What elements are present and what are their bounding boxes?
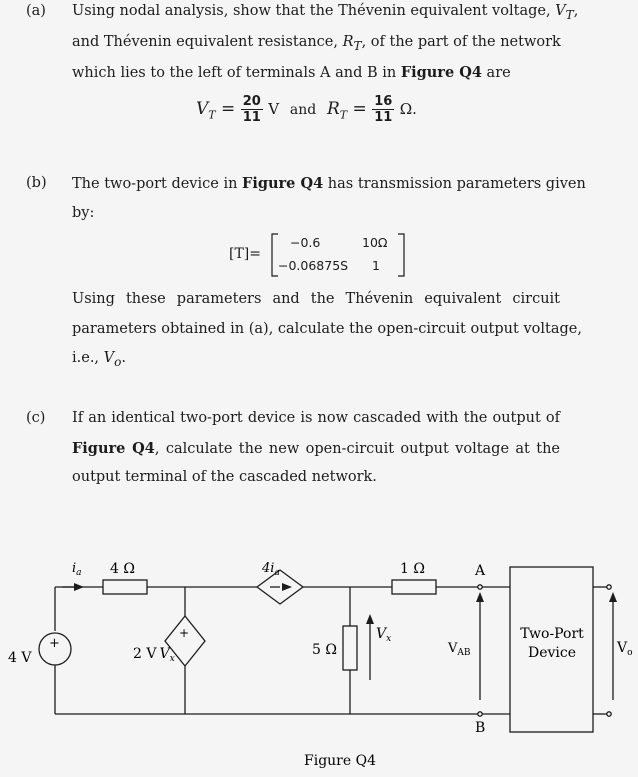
device-label-line-1: Two-Port (520, 626, 584, 642)
vo-arrow-head (609, 592, 617, 602)
part-b-line-1: The two-port device in Figure Q4 has transmission parameters given (72, 175, 586, 192)
dep-current-arrow-head (282, 583, 292, 591)
vab-label: $V_{AB}$ (448, 641, 471, 658)
matrix-a12: 10Ω (362, 235, 388, 250)
resistor-5ohm (343, 626, 357, 670)
terminal-a (478, 585, 482, 589)
dep-current-label: $4i_a$ (262, 561, 280, 578)
r3-label: 5 Ω (312, 642, 337, 658)
resistor-4ohm (103, 580, 147, 594)
part-c-line-3: output terminal of the cascaded network. (72, 469, 377, 485)
vx-arrow-head (366, 614, 374, 624)
terminal-b (478, 712, 482, 716)
part-a-line-3: which lies to the left of terminals A and B in Figure Q4 are (72, 64, 511, 81)
figure-caption: Figure Q4 (304, 753, 376, 769)
part-a-label: (a) (26, 3, 46, 19)
vt-fraction: $\frac{20}{11}$ (242, 94, 261, 125)
output-terminal-top (607, 585, 611, 589)
part-a-line-2: and Thévenin equivalent resistance, $R_T$, of the part of the network (72, 34, 561, 53)
device-label-line-2: Device (527, 645, 577, 661)
part-b-line-5: i.e., $V_o$. (72, 350, 127, 369)
circuit-diagram (0, 540, 638, 777)
matrix-a21: −0.06875S (278, 258, 349, 273)
resistor-1ohm (392, 580, 436, 594)
dep-source-plus-sign: + (179, 626, 190, 640)
part-c-line-1: If an identical two-port device is now cascaded with the output of (72, 410, 560, 426)
part-b-label: (b) (26, 175, 47, 191)
part-b-line-2: by: (72, 205, 95, 221)
matrix-a22: 1 (372, 258, 380, 273)
part-b-line-3: Using these parameters and the Thévenin equivalent circuit (72, 291, 560, 307)
matrix-a11: −0.6 (290, 235, 321, 250)
ia-arrow-head (74, 583, 84, 591)
part-a-line-1: Using nodal analysis, show that the Thévenin equivalent voltage, $V_T$, (72, 3, 579, 22)
node-a-label: A (475, 563, 486, 579)
r1-label: 4 Ω (110, 561, 135, 577)
node-b-label: B (475, 720, 486, 736)
vab-arrow-head (476, 592, 484, 602)
dep-voltage-label: 2 V $V_x$ (133, 646, 175, 664)
ia-label: $i_a$ (72, 561, 82, 578)
vx-label: $V_x$ (376, 626, 392, 644)
source-voltage-label: 4 V (8, 650, 32, 666)
thevenin-equation: $V_T$ = $\frac{20}{11}$ V and $R_T$ = $\frac{16}{11}$ Ω. (196, 94, 417, 125)
r2-label: 1 Ω (400, 561, 425, 577)
part-b-line-4: parameters obtained in (a), calculate the open-circuit output voltage, (72, 321, 582, 337)
vo-label: $V_o$ (617, 640, 633, 658)
output-terminal-bottom (607, 712, 611, 716)
part-c-label: (c) (26, 410, 46, 426)
source-plus-sign: + (49, 636, 60, 651)
part-c-line-2: Figure Q4, calculate the new open-circuit output voltage at the (72, 440, 560, 457)
matrix-lhs: [T]= (229, 246, 261, 262)
rt-fraction: $\frac{16}{11}$ (374, 94, 393, 125)
